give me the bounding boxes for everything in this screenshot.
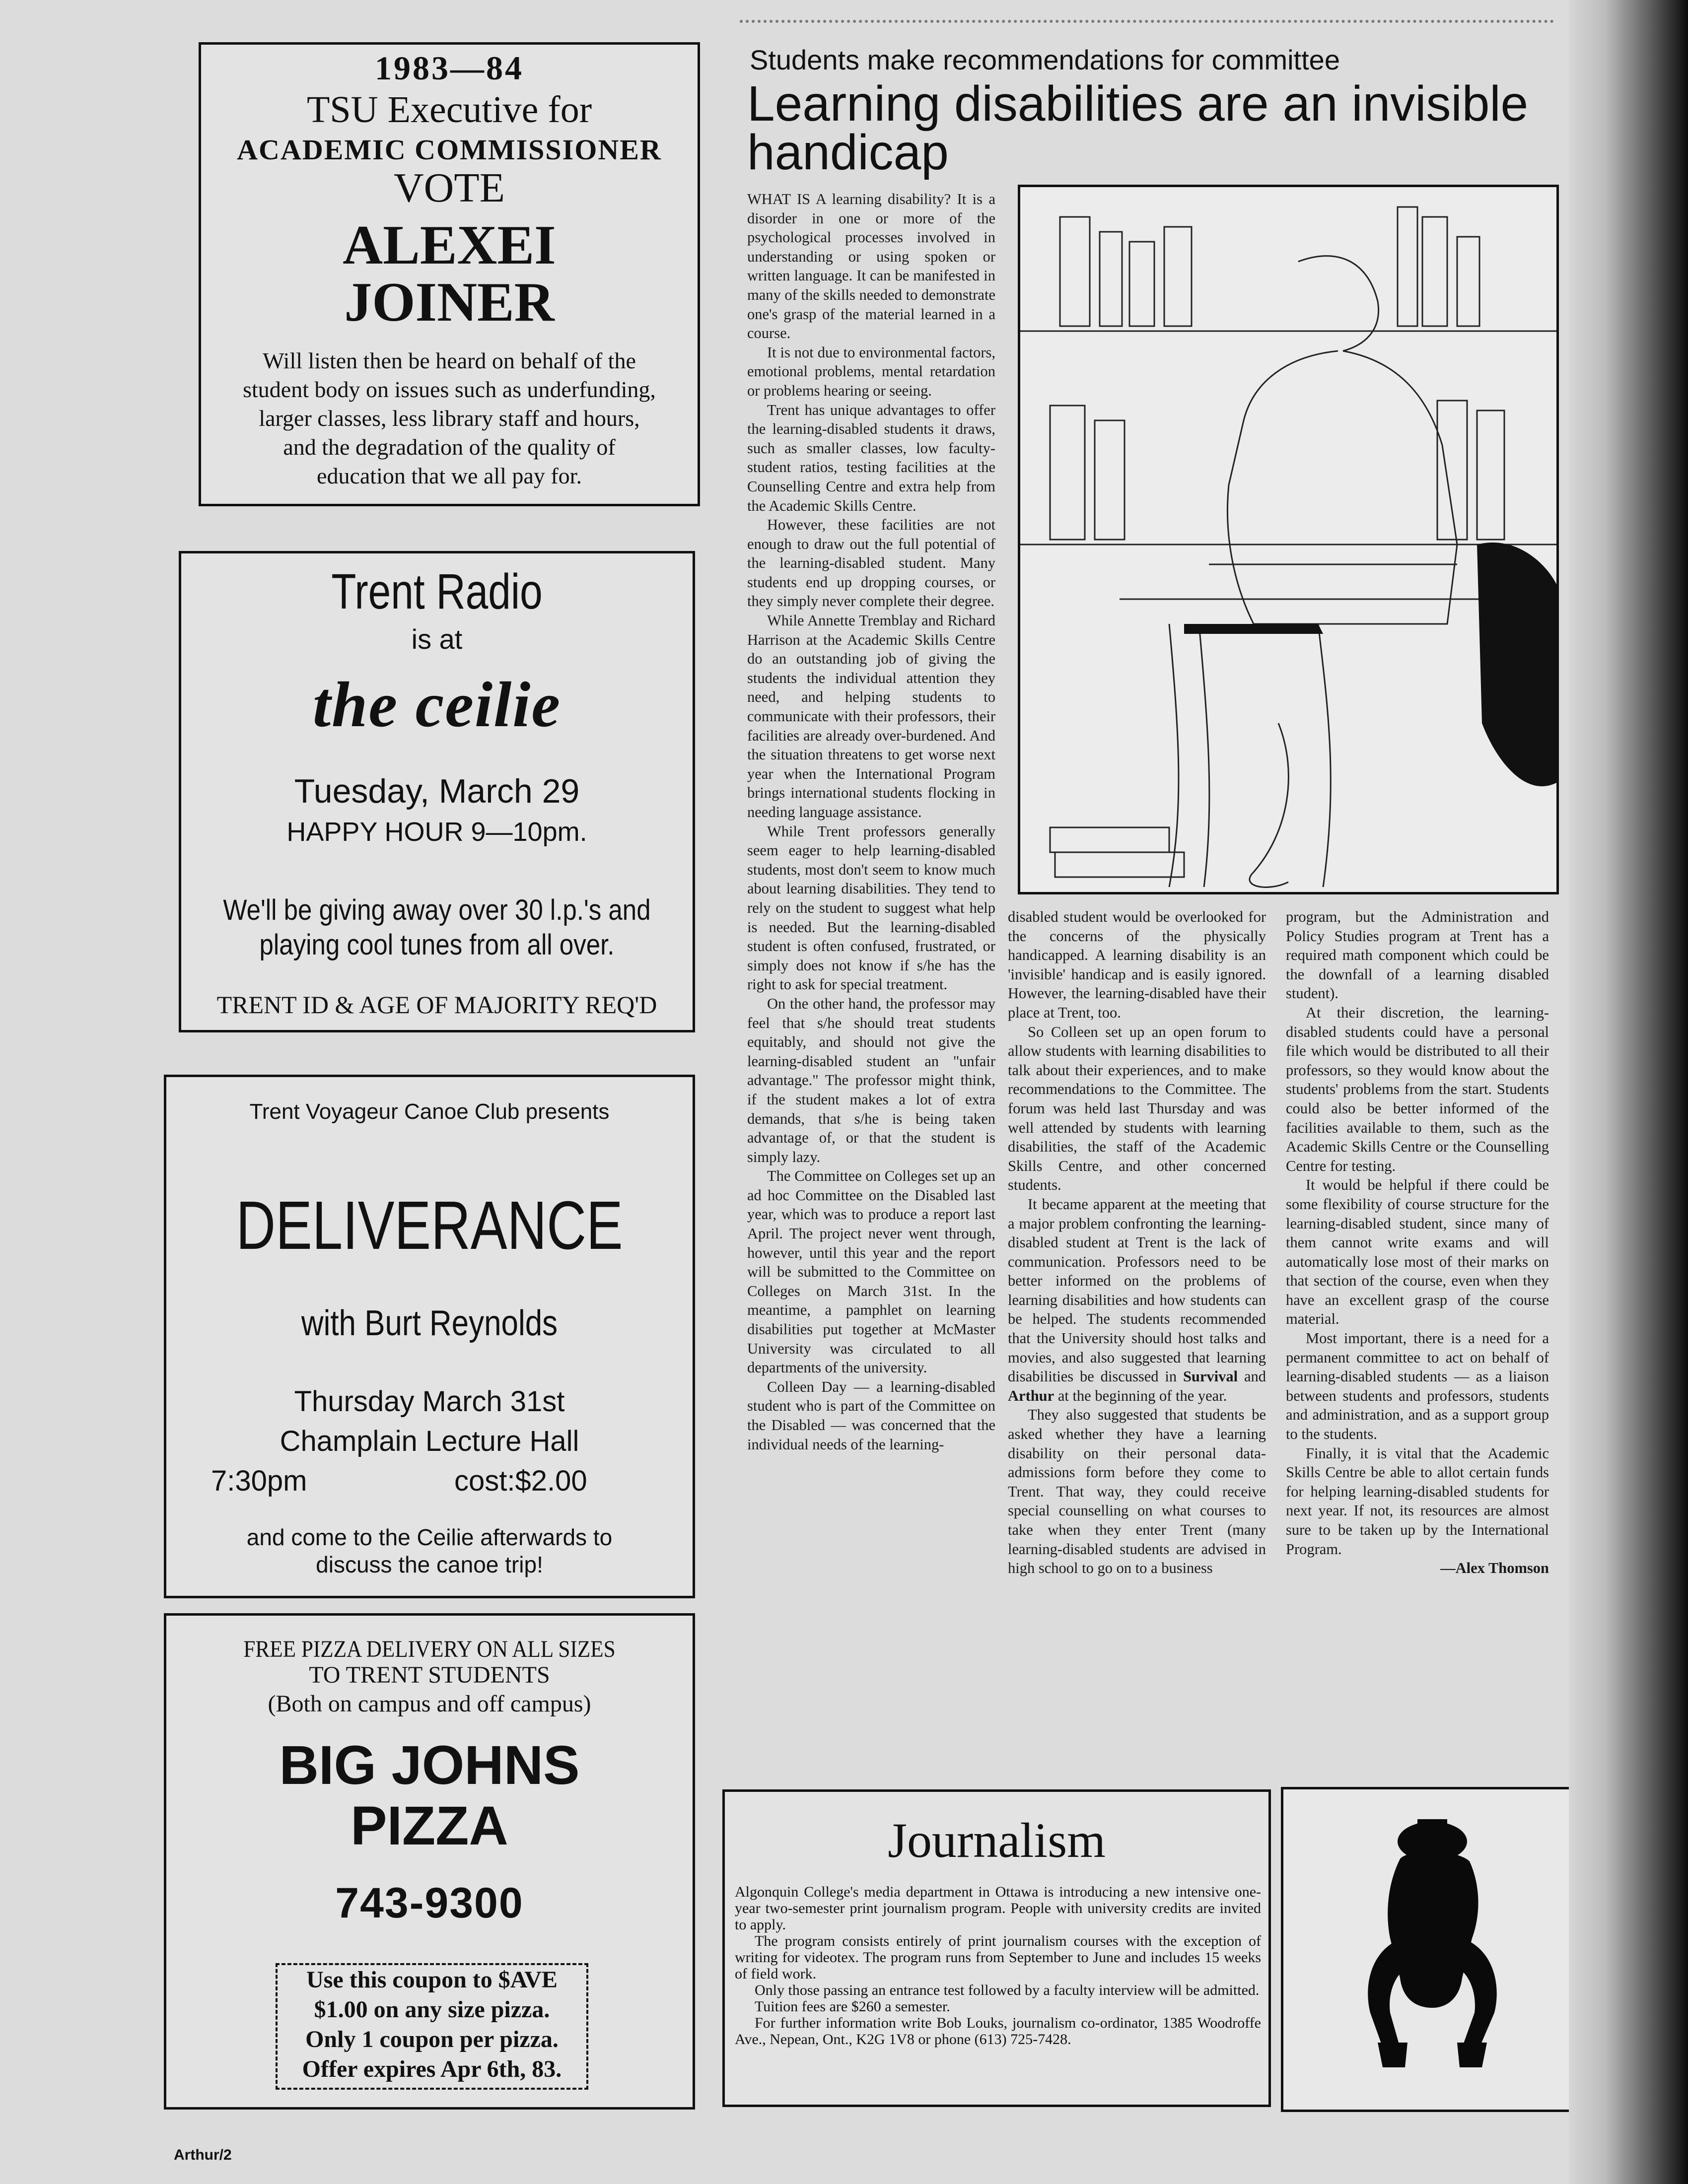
ad-body-line: education that we all pay for. [317,463,582,488]
canoe-presents: Trent Voyageur Canoe Club presents [249,1099,610,1124]
film-title: DELIVERANCE [236,1187,623,1264]
ad-body-line: and the degradation of the quality of [283,434,616,460]
ad-line-commissioner: ACADEMIC COMMISSIONER [237,134,662,166]
article-paragraph: So Colleen set up an open forum to allow students with learning disabilities to talk about their experiences, and to make recommendations to the Committee. The forum was held last Thursday and was well attended by students with learning disabilities, the staff of the Academic Skills Centre, and other concerned students. [1008,1023,1266,1194]
article-paragraph: Most important, there is a need for a permanent committee to act on behalf of learning-disabled students — as a liaison between students and professors, students and administration, and as a support group to the students. [1286,1330,1549,1443]
ad-body-line: larger classes, less library staff and hours, [259,406,640,431]
journalism-body [735,1884,1261,2048]
coupon-line: $1.00 on any size pizza. [314,1996,550,2023]
student-drawing-icon [1020,187,1556,892]
journalism-paragraph: Tuition fees are $260 a semester. [755,1998,950,2015]
journalism-paragraph: The program consists entirely of print journalism courses with the exception of writing for videotex. The program runs from September to June and includes 15 weeks of field work. [735,1933,1261,1982]
pizza-free-line: FREE PIZZA DELIVERY ON ALL SIZES [243,1636,616,1662]
article-column-3 [1286,907,1549,1578]
coupon-line: Offer expires Apr 6th, 83. [302,2056,562,2082]
venue-logo: the ceilie [312,669,562,741]
page-edge-shadow [1569,0,1688,2184]
radio-is-at: is at [411,623,463,655]
canoe-after-line: and come to the Ceilie afterwards to [246,1524,613,1550]
radio-happy-hour: HAPPY HOUR 9—10pm. [286,817,587,847]
ad-trent-radio [179,551,695,1032]
journalism-paragraph: Algonquin College's media department in Ottawa is introducing a new intensive one-year two-semester print journalism program. People with university credits are invited to apply. [735,1884,1261,1933]
article-text: at the beginning of the year. [1057,1387,1227,1404]
article-paragraph: Finally, it is vital that the Academic Skills Centre be able to allot certain funds for helping learning-disabled students for next year. If not, its resources are almost sure to be taken up by the International Program. [1286,1444,1549,1558]
article-paragraph: They also suggested that students be asked whether they have a learning disability on their personal data-admissions form before they come to Trent. That way, they could receive special counselling on what courses to take when they enter Trent (many learning-disabled students are advised in high school to go on to a business [1008,1406,1266,1577]
journalism-paragraph: Only those passing an entrance test followed by a faculty interview will be admitted. [755,1982,1260,1998]
pizza-free-line: (Both on campus and off campus) [268,1691,591,1717]
coupon-line: Use this coupon to $AVE [306,1967,558,1993]
film-place: Champlain Lecture Hall [280,1425,579,1457]
candidate-first-name: ALEXEI [343,214,556,276]
silhouette-image-box [1281,1787,1574,2112]
article-text: Survival [1183,1368,1238,1385]
article-paragraph: At their discretion, the learning-disabled students could have a personal file which would be distributed to all their professors, so they would know about the students' problems from the start. Students could also be better informed of the facilities available to them, such as the Academic Skills Centre or the Counselling Centre for testing. [1286,1004,1549,1174]
article-paragraph: program, but the Administration and Policy Studies program at Trent has a required math component which could be the downfall of a learning disabled student). [1286,908,1549,1002]
article-paragraph: Trent has unique advantages to offer the learning-disabled students it draws, such as smaller classes, low faculty-student ratios, testing facilities at the Counselling Centre and extra help from the Academic Skills Centre. [747,401,995,514]
article-paragraph: While Trent professors generally seem eager to help learning-disabled students, most don't seem to know much about learning disabilities. They tend to rely on the student to suggest what help is needed. But the learning-disabled student is often confused, frustrated, or simply does not know if s/he has the right to ask for special treatment. [747,822,995,993]
ad-academic-commissioner [199,42,700,506]
ad-line-executive: TSU Executive for [306,89,592,131]
article-paragraph: It is not due to environmental factors, emotional problems, mental retardation or problems hearing or seeing. [747,343,995,399]
candidate-last-name: JOINER [344,272,555,333]
article-paragraph: The Committee on Colleges set up an ad hoc Committee on the Disabled last year, which was to produce a report last April. The project never went through, however, until this year and the report will be submitted to the Committee on Colleges on March 31st. In the meantime, a pamphlet on learning disabilities put together at McMaster University was circulated to all departments of the university. [747,1167,995,1376]
illustration-student-at-desk [1018,185,1559,894]
ad-line-vote: VOTE [394,165,505,211]
radio-giveaway-line: playing cool tunes from all over. [259,929,615,961]
ad-body-line: Will listen then be heard on behalf of the [263,348,636,373]
radio-requirement: TRENT ID & AGE OF MAJORITY REQ'D [216,991,657,1019]
coupon-line: Only 1 coupon per pizza. [305,2026,559,2052]
article-paragraph: It would be helpful if there could be some flexibility of course structure for the learning-disabled student, since many of them cannot write exams and will automatically lose most of their marks on that section of the course, even when they have an excellent grasp of the course material. [1286,1176,1549,1328]
journalism-title: Journalism [888,1813,1106,1868]
ad-big-johns-pizza [164,1613,695,2110]
film-star: with Burt Reynolds [301,1303,558,1343]
film-time: 7:30pm [211,1465,307,1497]
article-paragraph: However, these facilities are not enough to draw out the full potential of the learning-disabled student. Many students end up dropping courses, or they simply never complete their degree. [747,516,995,610]
page-folio: Arthur/2 [174,2147,232,2163]
canoe-after-line: discuss the canoe trip! [316,1552,543,1577]
radio-date: Tuesday, March 29 [294,772,580,810]
article-byline: —Alex Thomson [1440,1560,1549,1577]
ad-canoe-club [164,1075,695,1598]
ad-year: 1983—84 [375,49,524,87]
pizza-coupon [276,1963,588,2090]
pizza-name-line: BIG JOHNS [279,1735,580,1796]
article-text: and [1244,1368,1266,1385]
article-text: Arthur [1008,1387,1055,1404]
film-date: Thursday March 31st [294,1385,565,1418]
top-rule [740,20,1554,23]
film-cost: cost:$2.00 [454,1465,587,1497]
article-paragraph: WHAT IS A learning disability? It is a disorder in one or more of the psychological processes involved in understanding or using spoken or written language. It can be manifested in many of the skills needed to demonstrate one's grasp of the material learned in a course. [747,191,995,342]
pizza-free-line: TO TRENT STUDENTS [309,1662,550,1688]
article-kicker: Students make recommendations for committee [750,44,1340,75]
journalism-paragraph: For further information write Bob Louks, journalism co-ordinator, 1385 Woodroffe Ave., Nepean, Ont., K2G 1V8 or phone (613) 725-7428. [735,2015,1261,2048]
article-headline: Learning disabilities are an invisible handicap [747,76,1529,180]
ad-body-line: student body on issues such as underfunding, [243,377,656,402]
silhouette-figure-icon [1283,1789,1571,2110]
radio-title: Trent Radio [331,564,543,619]
article-column-1 [747,190,995,1454]
ad-journalism [722,1789,1271,2107]
article-column-2 [1008,907,1266,1578]
radio-giveaway-line: We'll be giving away over 30 l.p.'s and [223,894,651,926]
article-paragraph: Colleen Day — a learning-disabled student who is part of the Committee on the Disabled — was concerned that the individual needs of the learning- [747,1378,995,1453]
pizza-name-line: PIZZA [351,1795,508,1856]
article-text: It became apparent at the meeting that a major problem confronting the learning-disabled student at Trent is the lack of communication. Professors need to be better informed on the problems of learning disabilities and how students can be helped. The students recommended that the University should host talks and movies, and also suggested that learning disabilities be discussed in [1008,1195,1266,1385]
article-paragraph: On the other hand, the professor may feel that s/he should treat students equitably, and should not give the learning-disabled student an "unfair advantage." The professor might think, if the student makes a lot of extra demands, that s/he is being taken advantage of, or that the student is simply lazy. [747,995,995,1165]
article-paragraph [1008,1195,1266,1406]
pizza-phone: 743-9300 [335,1879,524,1927]
article-paragraph: While Annette Tremblay and Richard Harrison at the Academic Skills Centre do an outstanding job of giving the students the individual attention they need, and helping students to communicate with their professors, their facilities are already over-burdened. And the situation threatens to get worse next year when the International Program brings international students flocking in needing language assistance. [747,612,995,820]
article-paragraph: disabled student would be overlooked for the concerns of the physically handicapped. A learning disability is an 'invisible' handicap and is easily ignored. However, the learning-disabled have their place at Trent, too. [1008,908,1266,1021]
